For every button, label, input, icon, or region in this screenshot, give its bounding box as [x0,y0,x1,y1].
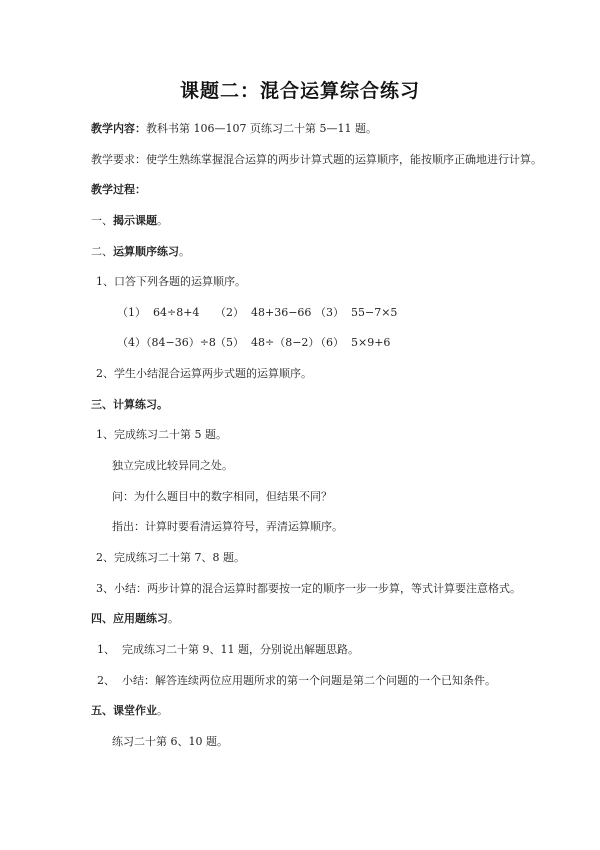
equation-row [91,334,551,365]
num: 四、 [91,612,113,626]
list-item: 1、完成练习二十第 5 题。 [96,428,227,442]
title: 课堂作业 [113,704,157,718]
section-4-heading [91,610,551,641]
list-item: 2、完成练习二十第 7、8 题。 [96,550,245,564]
document-body [91,120,551,763]
equation: （6） 5×9+6 [315,336,391,350]
process-heading: 教学过程： [91,183,146,197]
title: 应用题练习 [113,612,168,626]
list-item: 2、 小结：解答连续两位应用题所求的第一个问题是第二个问题的一个已知条件。 [97,673,496,687]
end: 。 [157,704,168,718]
list-item: 3、小结：两步计算的混合运算时都要按一定的顺序一步一步算，等式计算要注意格式。 [96,581,521,595]
section-2-heading [91,243,551,274]
section-5-heading [91,702,551,733]
list-item: 1、口答下列各题的运算顺序。 [96,275,246,289]
equation: （2） 48+36−66 [215,305,312,319]
list-subitem: 指出：计算时要看清运算符号，弄清运算顺序。 [112,520,343,534]
end: 。 [157,397,168,411]
equation: （5） 48÷（8−2） [215,336,320,350]
teaching-requirement: 教学要求：使学生熟练掌握混合运算的两步计算式题的运算顺序，能按顺序正确地进行计算。 [91,152,542,166]
section-1-heading [91,212,551,243]
title: 计算练习 [113,397,157,411]
list-item: 2、学生小结混合运算两步式题的运算顺序。 [96,367,312,381]
title: 运算顺序练习 [113,244,179,258]
list-subitem: 问：为什么题目中的数字相同，但结果不同？ [112,489,332,503]
num: 一、 [91,213,113,227]
text: 教科书第 106—107 页练习二十第 5—11 题。 [146,122,377,135]
equation-row [91,304,551,335]
section-3-heading [91,396,551,427]
equation: （3） 55−7×5 [315,305,398,319]
end: 。 [168,612,179,626]
end: 。 [179,244,190,258]
equation: （1） 64÷8+4 [117,305,200,319]
homework-text: 练习二十第 6、10 题。 [112,734,228,748]
label: 教学内容： [91,122,146,135]
teaching-content [91,120,551,151]
title: 揭示课题 [113,213,157,227]
equation: （4）（84−36）÷8 [117,336,216,350]
num: 五、 [91,704,113,718]
end: 。 [157,213,168,227]
num: 三、 [91,397,113,411]
document-title: 课题二：混合运算综合练习 [179,80,420,102]
list-item: 1、 完成练习二十第 9、11 题，分别说出解题思路。 [97,642,359,656]
num: 二、 [91,244,113,258]
list-subitem: 独立完成比较异同之处。 [112,459,233,473]
